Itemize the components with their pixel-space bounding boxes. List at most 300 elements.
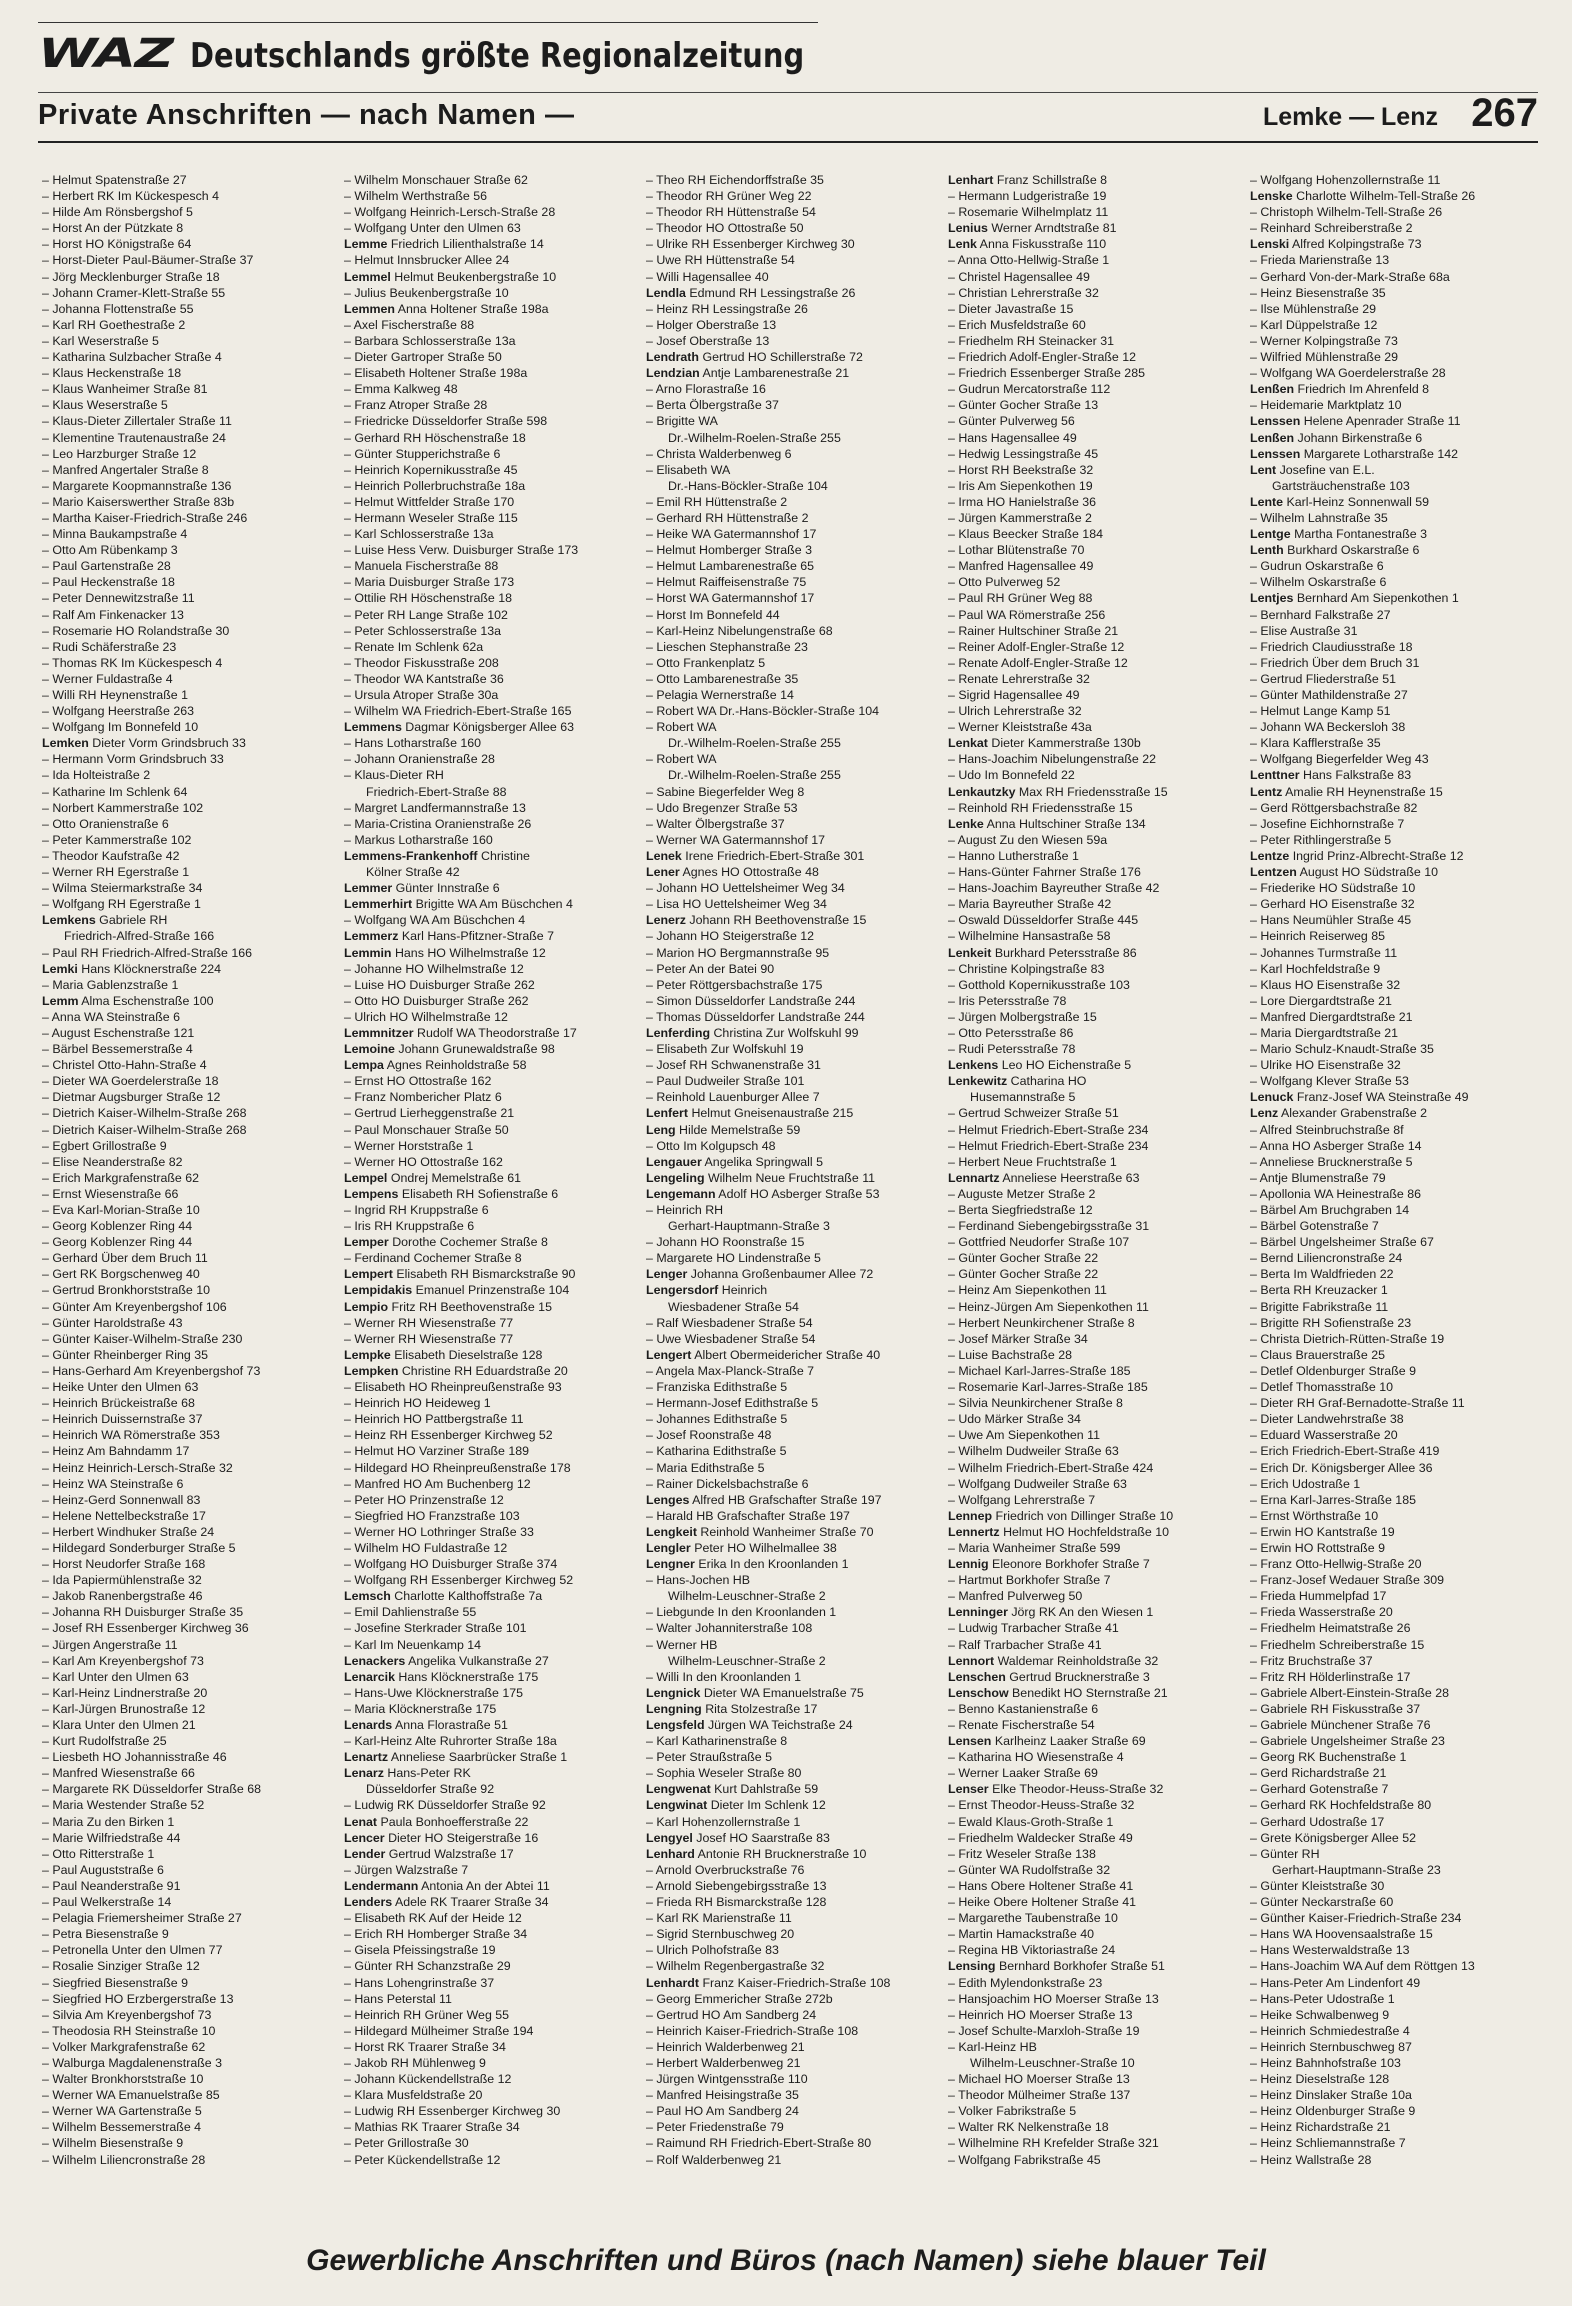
surname-entry: Lengert Albert Obermeidericher Straße 40 [646,1347,881,1362]
listing-entry: – Paul WA Römerstraße 256 [948,607,1238,623]
listing-entry: – Gertrud Lierheggenstraße 21 [344,1105,634,1121]
entry-continuation: Friedrich-Ebert-Straße 88 [366,784,507,799]
listing-entry: – August Zu den Wiesen 59a [948,832,1238,848]
listing-entry: – Heinrich Kaiser-Friedrich-Straße 108 [646,2023,936,2039]
listing-entry: – Luise Hess Verw. Duisburger Straße 173 [344,542,634,558]
surname-entry: Lenser Elke Theodor-Heuss-Straße 32 [948,1782,1164,1797]
surname-heading: Lentze [1250,848,1290,863]
surname-entry: Lengemann Adolf HO Asberger Straße 53 [646,1186,880,1201]
surname-entry: Lenke Anna Hultschiner Straße 134 [948,816,1146,831]
listing-entry: – Peter Straußstraße 5 [646,1749,936,1765]
surname-entry: Lemoine Johann Grunewaldstraße 98 [344,1042,555,1057]
listing-entry: – Wolfgang Im Bonnefeld 10 [42,719,332,735]
listing-entry: – Gertrud HO Am Sandberg 24 [646,2007,936,2023]
listing-entry: – Gerhard RH Höschenstraße 18 [344,430,634,446]
listing-entry: – Rolf Walderbenweg 21 [646,2152,936,2168]
listing-entry: – Gert RK Borgschenweg 40 [42,1266,332,1282]
listing-entry: – Peter RH Lange Straße 102 [344,607,634,623]
listing-entry: – Heinz Biesenstraße 35 [1250,285,1540,301]
listing-entry: – Dietmar Augsburger Straße 12 [42,1089,332,1105]
listing-entry: – Günter RH [1250,1846,1540,1862]
surname-heading: Lennort [948,1653,995,1668]
surname-heading: Lensen [948,1734,992,1749]
listing-entry: – Eduard Wasserstraße 20 [1250,1427,1540,1443]
listing-entry: – Horst-Dieter Paul-Bäumer-Straße 37 [42,252,332,268]
listing-entry: – Heinz Oldenburger Straße 9 [1250,2103,1540,2119]
listing-entry: – Dieter RH Graf-Bernadotte-Straße 11 [1250,1395,1540,1411]
listing-entry: – Johannes Edithstraße 5 [646,1411,936,1427]
listing-entry: – Rainer Dickelsbachstraße 6 [646,1476,936,1492]
listing-entry: – Wilhelm Dudweiler Straße 63 [948,1443,1238,1459]
surname-heading: Lenarz [344,1766,384,1781]
listing-entry: – Christoph Wilhelm-Tell-Straße 26 [1250,204,1540,220]
surname-heading: Lenger [646,1267,688,1282]
listing-entry: – Siegfried HO Franzstraße 103 [344,1508,634,1524]
listing-entry: – Hans Lohengrinstraße 37 [344,1975,634,1991]
surname-entry: Lengler Peter HO Wilhelmallee 38 [646,1540,837,1555]
section-header [38,92,1538,143]
surname-entry: Lempken Christine RH Eduardstraße 20 [344,1363,568,1378]
surname-entry: Lempidakis Emanuel Prinzenstraße 104 [344,1283,570,1298]
surname-heading: Lenges [646,1492,690,1507]
surname-entry: Lentze Ingrid Prinz-Albrecht-Straße 12 [1250,848,1464,863]
listing-entry: – Hansjoachim HO Moerser Straße 13 [948,1991,1238,2007]
surname-entry: Lenski Alfred Kolpingstraße 73 [1250,237,1422,252]
listing-entry: – Luise HO Duisburger Straße 262 [344,977,634,993]
listing-entry: – Ulrich Lehrerstraße 32 [948,703,1238,719]
surname-entry: Lempke Elisabeth Dieselstraße 128 [344,1347,543,1362]
listing-entry: – Günter RH Schanzstraße 29 [344,1958,634,1974]
listing-entry: – Harald HB Grafschafter Straße 197 [646,1508,936,1524]
listing-entry: – Maria Diergardtstraße 21 [1250,1025,1540,1041]
listing-entry: – Petra Biesenstraße 9 [42,1926,332,1942]
surname-heading: Lempken [344,1363,399,1378]
listing-entry: – Herbert RK Im Kückespesch 4 [42,188,332,204]
listing-entry: – Margret Landfermannstraße 13 [344,800,634,816]
listing-entry: – Rosalie Sinziger Straße 12 [42,1958,332,1974]
name-range: Lemke — Lenz [1262,103,1438,131]
listing-entry: – Volker Fabrikstraße 5 [948,2103,1238,2119]
listing-entry: – Oswald Düsseldorfer Straße 445 [948,912,1238,928]
footer-note: Gewerbliche Anschriften und Büros (nach Namen) siehe blauer Teil [306,2244,1266,2277]
listing-entry: – Karl-Heinz HB [948,2039,1238,2055]
surname-heading: Lemmin [344,945,392,960]
listing-entry: – Heinz Dieselstraße 128 [1250,2071,1540,2087]
listing-entry: – Franz Atroper Straße 28 [344,397,634,413]
listing-entry: – Otto Oranienstraße 6 [42,816,332,832]
listing-entry: – Werner WA Gatermannshof 17 [646,832,936,848]
surname-heading: Lendzian [646,366,700,381]
listing-entry: – Frieda Hummelpfad 17 [1250,1588,1540,1604]
listing-entry: – Martin Hamackstraße 40 [948,1926,1238,1942]
listing-entry: – Bernhard Falkstraße 27 [1250,607,1540,623]
listing-entry: – Auguste Metzer Straße 2 [948,1186,1238,1202]
listing-entry: – Ulrike HO Eisenstraße 32 [1250,1057,1540,1073]
listing-entry: – Horst RK Traarer Straße 34 [344,2039,634,2055]
listing-column-1 [42,172,332,2168]
listing-entry: – Friederike HO Südstraße 10 [1250,880,1540,896]
listing-entry: – Iris Am Siepenkothen 19 [948,478,1238,494]
listing-entry: – Katharina Sulzbacher Straße 4 [42,349,332,365]
listing-entry: – Gertrud Schweizer Straße 51 [948,1105,1238,1121]
surname-entry: Lemmen Anna Holtener Straße 198a [344,301,549,316]
listing-entry: – Pelagia Friemersheimer Straße 27 [42,1910,332,1926]
listing-entry: – Grete Königsberger Allee 52 [1250,1830,1540,1846]
listing-entry: – Hans Neumühler Straße 45 [1250,912,1540,928]
listing-entry: – Ludwig RK Düsseldorfer Straße 92 [344,1797,634,1813]
listing-entry: – Helmut Homberger Straße 3 [646,542,936,558]
surname-heading: Lenackers [344,1653,406,1668]
surname-entry: Lengner Erika In den Kroonlanden 1 [646,1557,849,1572]
listing-entry: – August Eschenstraße 121 [42,1025,332,1041]
listing-entry: – Volker Markgrafenstraße 62 [42,2039,332,2055]
listing-entry: – Werner Laaker Straße 69 [948,1765,1238,1781]
listing-entry: – Friedhelm Heimatstraße 26 [1250,1620,1540,1636]
surname-heading: Leng [646,1122,676,1137]
listing-entry: – Gerhard HO Eisenstraße 32 [1250,896,1540,912]
listing-entry: – Marie Wilfriedstraße 44 [42,1830,332,1846]
listing-entry: – Hermann-Josef Edithstraße 5 [646,1395,936,1411]
listing-entry: – Heinz Am Bahndamm 17 [42,1443,332,1459]
surname-heading: Lengning [646,1701,702,1716]
surname-entry: Lemmel Helmut Beukenbergstraße 10 [344,269,557,284]
listing-entry: – Klara Kafflerstraße 35 [1250,735,1540,751]
listing-entry: – Ida Holteistraße 2 [42,767,332,783]
listing-entry: – Holger Oberstraße 13 [646,317,936,333]
listing-entry: – Heinz WA Steinstraße 6 [42,1476,332,1492]
listing-entry: – Gertrud Bronkhorststraße 10 [42,1282,332,1298]
listing-entry: – Franziska Edithstraße 5 [646,1379,936,1395]
listing-entry: – Elise Austraße 31 [1250,623,1540,639]
listing-entry: – Paul HO Am Sandberg 24 [646,2103,936,2119]
listing-entry: – Manfred Pulverweg 50 [948,1588,1238,1604]
listing-column-2 [344,172,634,2168]
surname-entry: Lenk Anna Fiskusstraße 110 [948,237,1107,252]
surname-entry: Lenek Irene Friedrich-Ebert-Straße 301 [646,848,865,863]
surname-entry: Lenske Charlotte Wilhelm-Tell-Straße 26 [1250,189,1476,204]
listing-entry: – Walter Johanniterstraße 108 [646,1620,936,1636]
entry-continuation: Wilhelm-Leuschner-Straße 2 [668,1653,826,1668]
surname-heading: Lemoine [344,1042,395,1057]
surname-heading: Lentge [1250,527,1291,542]
listing-entry: – Fritz RH Hölderlinstraße 17 [1250,1669,1540,1685]
surname-entry: Lengning Rita Stolzestraße 17 [646,1701,818,1716]
listing-entry: – Georg RK Buchenstraße 1 [1250,1749,1540,1765]
listing-entry: – Arno Florastraße 16 [646,381,936,397]
surname-heading: Lenards [344,1718,393,1732]
listing-entry: – Emil Dahlienstraße 55 [344,1604,634,1620]
surname-entry: Lennort Waldemar Reinholdstraße 32 [948,1653,1159,1668]
surname-heading: Lenkeit [948,945,992,960]
listing-entry: – Günter Kaiser-Wilhelm-Straße 230 [42,1331,332,1347]
surname-entry: Lengauer Angelika Springwall 5 [646,1154,824,1169]
listing-entry: – Wolfgang Heinrich-Lersch-Straße 28 [344,204,634,220]
surname-heading: Lenke [948,816,984,831]
listing-entry: – Renate Lehrerstraße 32 [948,671,1238,687]
listing-entry: – Günther Kaiser-Friedrich-Straße 234 [1250,1910,1540,1926]
surname-entry: Lenninger Jörg RK An den Wiesen 1 [948,1605,1154,1620]
listing-entry: – Willi Hagensallee 40 [646,269,936,285]
listing-entry: – Günter Mathildenstraße 27 [1250,687,1540,703]
listing-entry: – Brigitte Fabrikstraße 11 [1250,1299,1540,1315]
listing-entry: – Heinz Dinslaker Straße 10a [1250,2087,1540,2103]
listing-entry: – Dietrich Kaiser-Wilhelm-Straße 268 [42,1122,332,1138]
surname-heading: Lemmnitzer [344,1025,414,1040]
listing-entry: – Heinrich HO Moerser Straße 13 [948,2007,1238,2023]
listing-entry: – Otto Im Kolgupsch 48 [646,1138,936,1154]
listing-entry: – Wilhelm Werthstraße 56 [344,188,634,204]
surname-heading: Lengeling [646,1170,705,1185]
listing-entry: – Peter Grillostraße 30 [344,2135,634,2151]
surname-heading: Lendermann [344,1878,419,1893]
surname-entry: Lenartz Anneliese Saarbrücker Straße 1 [344,1750,568,1765]
surname-heading: Lennertz [948,1524,1000,1539]
listing-entry: – Peter Kammerstraße 102 [42,832,332,848]
listing-entry: – Karl-Heinz Lindnerstraße 20 [42,1685,332,1701]
listing-entry: – Hildegard HO Rheinpreußenstraße 178 [344,1460,634,1476]
surname-entry: Lener Agnes HO Ottostraße 48 [646,865,819,880]
listing-entry: – Wolfgang Biegerfelder Weg 43 [1250,751,1540,767]
entry-continuation: Friedrich-Alfred-Straße 166 [64,929,215,944]
listing-entry: – Dieter WA Goerdelerstraße 18 [42,1073,332,1089]
listing-entry: – Erwin HO Kantstraße 19 [1250,1524,1540,1540]
surname-entry: Lengyel Josef HO Saarstraße 83 [646,1830,830,1845]
listing-entry: – Detlef Thomasstraße 10 [1250,1379,1540,1395]
surname-heading: Lenssen [1250,446,1301,461]
surname-heading: Lenek [646,848,682,863]
surname-heading: Lengwenat [646,1782,711,1797]
surname-heading: Lengemann [646,1186,716,1201]
surname-entry: Lempel Ondrej Memelstraße 61 [344,1170,521,1185]
listing-entry: – Gudrun Oskarstraße 6 [1250,558,1540,574]
listing-entry: – Edith Mylendonkstraße 23 [948,1975,1238,1991]
listing-entry: – Günter Pulverweg 56 [948,413,1238,429]
listing-entry: – Mario Kaiserswerther Straße 83b [42,494,332,510]
surname-heading: Lemmens [344,720,402,735]
listing-entry: – Maria Bayreuther Straße 42 [948,896,1238,912]
listing-entry: – Ulrike RH Essenberger Kirchweg 30 [646,236,936,252]
listing-entry: – Horst Im Bonnefeld 44 [646,607,936,623]
listing-entry: – Heike WA Gatermannshof 17 [646,526,936,542]
entry-continuation: Wilhelm-Leuschner-Straße 10 [970,2055,1135,2070]
surname-entry: Lemmens Dagmar Königsberger Allee 63 [344,720,575,735]
listing-entry: – Klaus-Dieter RH [344,767,634,783]
listing-entry: – Wolfgang RH Essenberger Kirchweg 52 [344,1572,634,1588]
surname-entry: Lenz Alexander Grabenstraße 2 [1250,1106,1428,1121]
listing-entry: – Josef RH Essenberger Kirchweg 36 [42,1620,332,1636]
listing-entry: – Helmut Innsbrucker Allee 24 [344,252,634,268]
listing-entry: – Wolfgang HO Duisburger Straße 374 [344,1556,634,1572]
surname-heading: Lemsch [344,1589,391,1604]
surname-entry: Lenger Johanna Großenbaumer Allee 72 [646,1267,874,1282]
listing-entry: – Jörg Mecklenburger Straße 18 [42,269,332,285]
listing-entry: – Hans Lotharstraße 160 [344,735,634,751]
listing-entry: – Hermann Vorm Grindsbruch 33 [42,751,332,767]
surname-entry: Lenius Werner Arndtstraße 81 [948,221,1117,236]
listing-entry: – Maria Wanheimer Straße 599 [948,1540,1238,1556]
listing-entry: – Karl RH Goethestraße 2 [42,317,332,333]
surname-heading: Lenski [1250,237,1290,252]
listing-entry: – Ferdinand Cochemer Straße 8 [344,1250,634,1266]
surname-entry: Lenschow Benedikt HO Sternstraße 21 [948,1685,1168,1700]
listing-entry: – Uwe RH Hüttenstraße 54 [646,252,936,268]
surname-entry: Lenhard Antonie RH Brucknerstraße 10 [646,1846,867,1861]
listing-entry: – Gabriele RH Fiskusstraße 37 [1250,1701,1540,1717]
listing-entry: – Maria Edithstraße 5 [646,1460,936,1476]
listing-entry: – Hans-Jochen HB [646,1572,936,1588]
listing-column-3 [646,172,936,2168]
surname-entry: Lendermann Antonia An der Abtei 11 [344,1878,550,1893]
listing-entry: – Christine Kolpingstraße 83 [948,961,1238,977]
surname-entry: Lenders Adele RK Traarer Straße 34 [344,1895,549,1910]
listing-entry: – Wilhelmine Hansastraße 58 [948,928,1238,944]
listing-entry: – Heinrich HO Pattbergstraße 11 [344,1411,634,1427]
listing-entry: – Hans Peterstal 11 [344,1991,634,2007]
surname-entry: Lennig Eleonore Borkhofer Straße 7 [948,1557,1150,1572]
surname-entry: Lengwinat Dieter Im Schlenk 12 [646,1798,826,1813]
listing-entry: – Iris RH Kruppstraße 6 [344,1218,634,1234]
listing-entry: – Günter Am Kreyenbergshof 106 [42,1299,332,1315]
listing-entry: – Wilfried Mühlenstraße 29 [1250,349,1540,365]
listing-entry: – Wilhelm WA Friedrich-Ebert-Straße 165 [344,703,634,719]
listing-entry: – Sigrid Sternbuschweg 20 [646,1926,936,1942]
listing-entry: – Günter Rheinberger Ring 35 [42,1347,332,1363]
listing-entry: – Karl Düppelstraße 12 [1250,317,1540,333]
listing-entry: – Otto Ritterstraße 1 [42,1846,332,1862]
surname-heading: Lengsfeld [646,1718,705,1732]
listing-entry: – Gabriele Albert-Einstein-Straße 28 [1250,1685,1540,1701]
listing-entry: – Sabine Biegerfelder Weg 8 [646,784,936,800]
surname-heading: Lencer [344,1830,385,1845]
listing-entry: – Walburga Magdalenenstraße 3 [42,2055,332,2071]
entry-continuation: Wiesbadener Straße 54 [668,1299,799,1314]
surname-heading: Lennig [948,1557,989,1572]
listing-entry: – Helmut Lange Kamp 51 [1250,703,1540,719]
listing-entry: – Maria-Cristina Oranienstraße 26 [344,816,634,832]
listing-entry: – Heinrich Schmiedestraße 4 [1250,2023,1540,2039]
listing-entry: – Klara Unter den Ulmen 21 [42,1717,332,1733]
entry-continuation: Gerhart-Hauptmann-Straße 3 [668,1219,830,1234]
listing-entry: – Heinz-Gerd Sonnenwall 83 [42,1492,332,1508]
surname-entry: Lenttner Hans Falkstraße 83 [1250,768,1412,783]
surname-entry: Lenackers Angelika Vulkanstraße 27 [344,1653,549,1668]
listing-entry: – Michael Karl-Jarres-Straße 185 [948,1363,1238,1379]
listing-entry: – Wilhelm Lahnstraße 35 [1250,510,1540,526]
listing-entry: – Arnold Siebengebirgsstraße 13 [646,1878,936,1894]
listing-entry: – Walter RK Nelkenstraße 18 [948,2119,1238,2135]
surname-entry: Lempert Elisabeth RH Bismarckstraße 90 [344,1267,576,1282]
listing-entry: – Lisa HO Uettelsheimer Weg 34 [646,896,936,912]
listing-entry: – Johannes Turmstraße 11 [1250,945,1540,961]
surname-entry: Lengersdorf Heinrich [646,1283,768,1298]
listing-entry: – Mario Schulz-Knaudt-Straße 35 [1250,1041,1540,1057]
masthead [38,22,818,77]
listing-entry: – Friedhelm Schreiberstraße 15 [1250,1637,1540,1653]
listing-entry: – Peter Rithlingerstraße 5 [1250,832,1540,848]
listing-entry: – Alfred Steinbruchstraße 8f [1250,1122,1540,1138]
surname-heading: Lenk [948,237,977,252]
listing-entry: – Heinrich Pollerbruchstraße 18a [344,478,634,494]
listing-entry: – Jürgen Kammerstraße 2 [948,510,1238,526]
listing-entry: – Herbert Neunkirchener Straße 8 [948,1315,1238,1331]
listing-entry: – Friedrich Adolf-Engler-Straße 12 [948,349,1238,365]
listing-entry: – Gottfried Neudorfer Straße 107 [948,1234,1238,1250]
listing-entry: – Herbert Walderbenweg 21 [646,2055,936,2071]
entry-continuation: Gerhart-Hauptmann-Straße 23 [1272,1862,1441,1877]
listing-entry: – Manuela Fischerstraße 88 [344,558,634,574]
surname-entry: Lemsch Charlotte Kalthoffstraße 7a [344,1589,543,1604]
listing-entry: – Werner HO Lothringer Straße 33 [344,1524,634,1540]
listing-entry: – Franz Otto-Hellwig-Straße 20 [1250,1556,1540,1572]
listing-entry: – Horst WA Gatermannshof 17 [646,590,936,606]
listing-entry: – Emil RH Hüttenstraße 2 [646,494,936,510]
listing-entry: – Günter Haroldstraße 43 [42,1315,332,1331]
listing-entry: – Ida Papiermühlenstraße 32 [42,1572,332,1588]
listing-entry: – Manfred Heisingstraße 35 [646,2087,936,2103]
listing-entry: – Barbara Schlosserstraße 13a [344,333,634,349]
surname-entry: Lentzen August HO Südstraße 10 [1250,865,1439,880]
listing-entry: – Udo Bregenzer Straße 53 [646,800,936,816]
listing-entry: – Hartmut Borkhofer Straße 7 [948,1572,1238,1588]
listing-entry: – Günter Neckarstraße 60 [1250,1894,1540,1910]
surname-heading: Lenhart [948,173,994,187]
listing-entry: – Christel Otto-Hahn-Straße 4 [42,1057,332,1073]
surname-entry: Lenarcik Hans Klöcknerstraße 175 [344,1669,539,1684]
listing-entry: – Heike Obere Holtener Straße 41 [948,1894,1238,1910]
surname-entry: Lendrath Gertrud HO Schillerstraße 72 [646,350,863,365]
listing-entry: – Katharine Im Schlenk 64 [42,784,332,800]
listing-column-4 [948,172,1238,2168]
listing-entry: – Werner HO Ottostraße 162 [344,1154,634,1170]
surname-entry: Lente Karl-Heinz Sonnenwall 59 [1250,494,1430,509]
surname-entry: Lempa Agnes Reinholdstraße 58 [344,1058,527,1073]
surname-heading: Lenartz [344,1750,389,1765]
surname-heading: Lemper [344,1235,389,1250]
listing-entry: – Dieter Javastraße 15 [948,301,1238,317]
surname-heading: Lengyel [646,1830,693,1845]
surname-heading: Lenfert [646,1106,688,1121]
listing-entry: – Theodor RH Hüttenstraße 54 [646,204,936,220]
listing-entry: – Renate Im Schlenk 62a [344,639,634,655]
surname-entry: Lemm Alma Eschenstraße 100 [42,993,214,1008]
listing-entry: – Eva Karl-Morian-Straße 10 [42,1202,332,1218]
listing-entry: – Friedrich Essenberger Straße 285 [948,365,1238,381]
listing-entry: – Frieda Marienstraße 13 [1250,252,1540,268]
listing-entry: – Christa Walderbenweg 6 [646,446,936,462]
listing-entry: – Friedhelm Waldecker Straße 49 [948,1830,1238,1846]
listing-entry: – Walter Bronkhorststraße 10 [42,2071,332,2087]
listing-entry: – Wolfgang Dudweiler Straße 63 [948,1476,1238,1492]
listing-entry: – Reinhold Lauenburger Allee 7 [646,1089,936,1105]
listing-entry: – Wilhelm HO Fuldastraße 12 [344,1540,634,1556]
listing-entry: – Erich Dr. Königsberger Allee 36 [1250,1460,1540,1476]
listing-entry: – Josefine Eichhornstraße 7 [1250,816,1540,832]
listing-entry: – Georg Emmericher Straße 272b [646,1991,936,2007]
listing-entry: – Anna WA Steinstraße 6 [42,1009,332,1025]
listing-entry: – Dieter Landwehrstraße 38 [1250,1411,1540,1427]
listing-entry: – Günter WA Rudolfstraße 32 [948,1862,1238,1878]
listing-entry: – Heinrich WA Römerstraße 353 [42,1427,332,1443]
listing-entry: – Karl RK Marienstraße 11 [646,1910,936,1926]
listing-entry: – Christian Lehrerstraße 32 [948,285,1238,301]
entry-continuation: Husemannstraße 5 [970,1090,1076,1105]
listing-entry: – Heinz-Jürgen Am Siepenkothen 11 [948,1299,1238,1315]
surname-heading: Lener [646,865,680,880]
listing-entry: – Elisabeth RK Auf der Heide 12 [344,1910,634,1926]
listing-entry: – Otto HO Duisburger Straße 262 [344,993,634,1009]
listing-entry: – Markus Lotharstraße 160 [344,832,634,848]
listing-entry: – Hildegard Sonderburger Straße 5 [42,1540,332,1556]
